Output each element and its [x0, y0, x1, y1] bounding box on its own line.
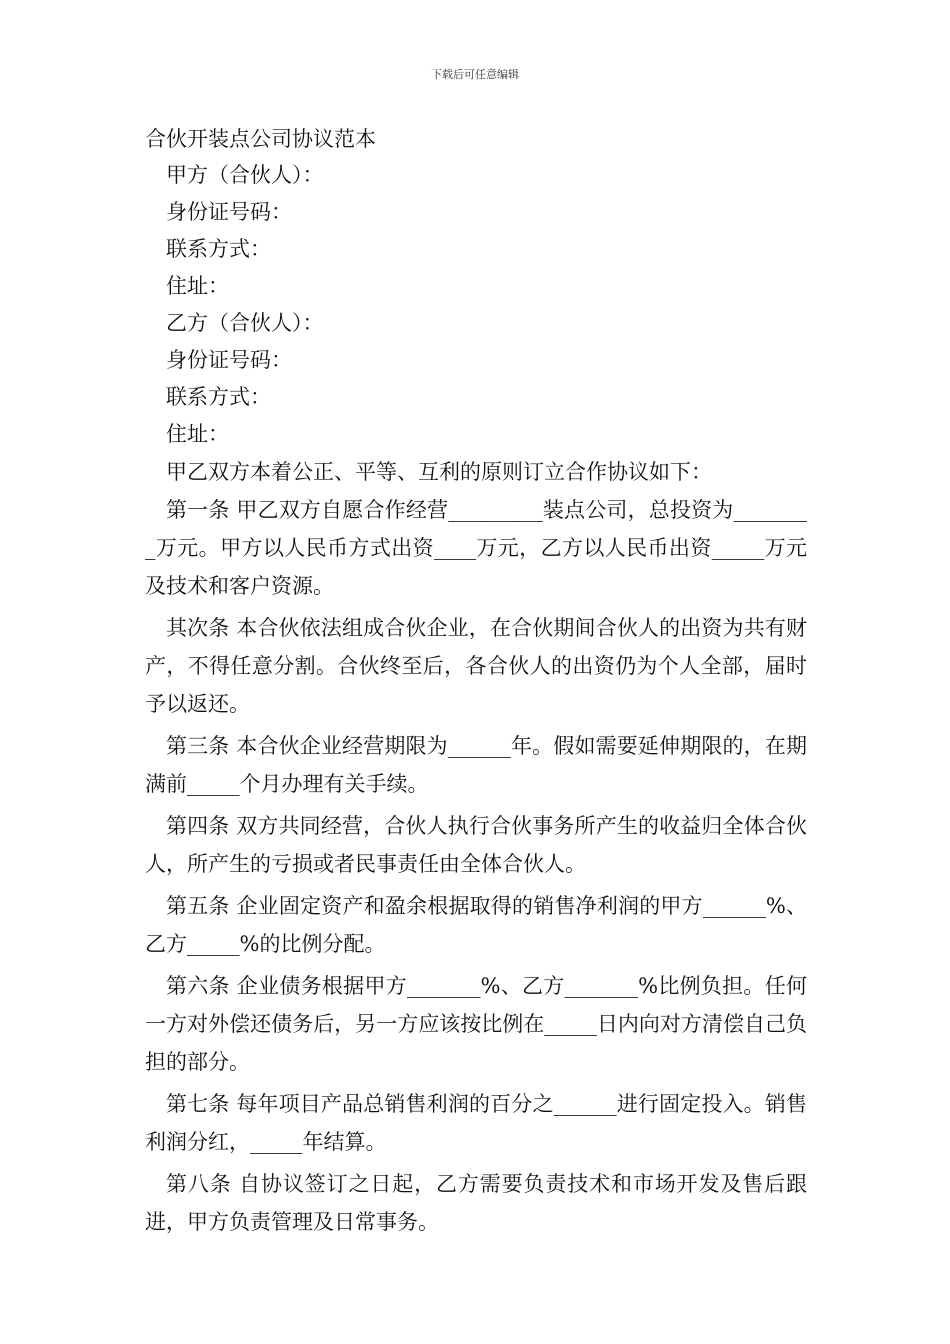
party-a-address: 住址：: [166, 274, 229, 298]
article-7: 第七条 每年项目产品总销售利润的百分之______进行固定投入。销售利润分红，_____年结算。: [145, 1092, 807, 1154]
agreement-intro: 甲乙双方本着公正、平等、互利的原则订立合作协议如下：: [166, 460, 712, 484]
party-a-contact: 联系方式：: [166, 237, 271, 261]
party-b-address: 住址：: [166, 422, 229, 446]
page-header-note: 下载后可任意编辑: [431, 68, 519, 81]
document-title: 合伙开装点公司协议范本: [145, 127, 376, 151]
article-2: 其次条 本合伙依法组成合伙企业，在合伙期间合伙人的出资为共有财产，不得任意分割。合伙终至后，各合伙人的出资仍为个人全部，届时予以返还。: [145, 616, 807, 716]
agreement-document: [145, 121, 807, 1245]
party-b-label: 乙方（合伙人）：: [166, 311, 324, 335]
article-5: 第五条 企业固定资产和盈余根据取得的销售净利润的甲方______%、乙方_____%的比例分配。: [145, 894, 807, 956]
party-b-contact: 联系方式：: [166, 385, 271, 409]
article-4: 第四条 双方共同经营，合伙人执行合伙事务所产生的收益归全体合伙人，所产生的亏损或者民事责任由全体合伙人。: [145, 814, 807, 876]
article-6: 第六条 企业债务根据甲方_______%、乙方_______%比例负担。任何一方对外偿还债务后，另一方应该按比例在_____日内向对方清偿自己负担的部分。: [145, 974, 807, 1074]
party-b-id-number: 身份证号码：: [166, 348, 292, 372]
party-a-id-number: 身份证号码：: [166, 200, 292, 224]
article-1: 第一条 甲乙双方自愿合作经营_________装点公司，总投资为________万元。甲方以人民币方式出资____万元，乙方以人民币出资_____万元及技术和客户资源。: [145, 498, 807, 598]
party-a-label: 甲方（合伙人）：: [166, 163, 324, 187]
article-8: 第八条 自协议签订之日起，乙方需要负责技术和市场开发及售后跟进，甲方负责管理及日常事务。: [145, 1172, 807, 1234]
article-3: 第三条 本合伙企业经营期限为______年。假如需要延伸期限的，在期满前_____个月办理有关手续。: [145, 734, 807, 796]
